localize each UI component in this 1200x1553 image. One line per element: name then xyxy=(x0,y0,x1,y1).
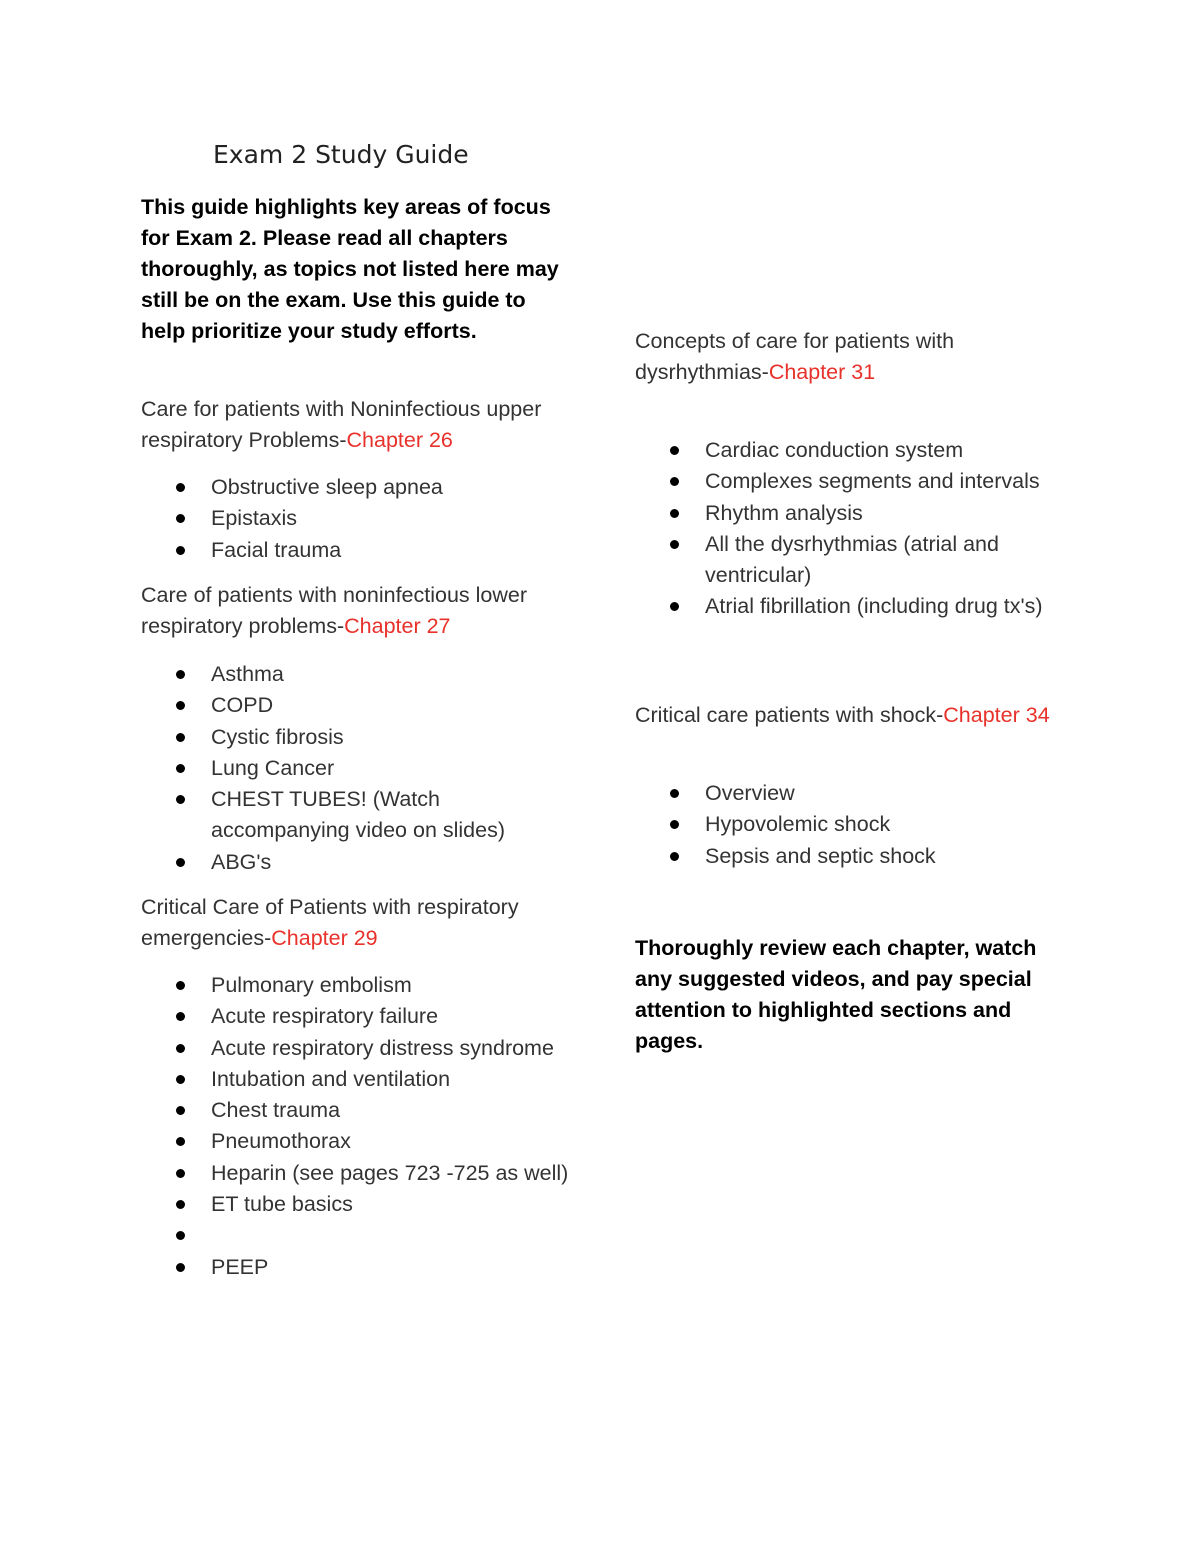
bullet-icon xyxy=(670,852,679,861)
section-heading-text: Care for patients with Noninfectious upper respiratory Problems- xyxy=(141,397,542,452)
bullet-icon xyxy=(670,540,679,549)
chapter-reference: Chapter 26 xyxy=(346,428,453,452)
bullet-icon xyxy=(176,514,185,523)
list-item-text: Lung Cancer xyxy=(211,755,335,780)
bullet-icon xyxy=(670,446,679,455)
section-heading-chapter-27 xyxy=(141,580,581,642)
list-item xyxy=(141,970,571,1001)
list-item-text: Acute respiratory failure xyxy=(211,1004,439,1029)
intro-paragraph: This guide highlights key areas of focus for Exam 2. Please read all chapters thoroughly, as topics not listed here may still be on the exam. Use this guide to help prioritize your study efforts. xyxy=(141,195,559,343)
bullet-icon xyxy=(176,1231,185,1240)
list-item-text: Sepsis and septic shock xyxy=(705,843,936,868)
bullet-icon xyxy=(670,477,679,486)
list-item xyxy=(141,1095,571,1126)
list-item-text: Pulmonary embolism xyxy=(211,973,412,997)
section-heading-chapter-29 xyxy=(141,892,581,954)
list-item-text: Epistaxis xyxy=(211,506,298,531)
list-item xyxy=(141,1252,571,1283)
chapter-reference: Chapter 27 xyxy=(344,614,451,638)
bullet-icon xyxy=(670,509,679,518)
bullet-icon xyxy=(670,820,679,829)
list-item xyxy=(141,690,561,721)
list-item xyxy=(141,784,561,847)
list-item-text: Chest trauma xyxy=(211,1098,341,1123)
section-heading-text: Critical Care of Patients with respiratory emergencies- xyxy=(141,895,519,950)
bullet-icon xyxy=(176,795,185,804)
section-heading-chapter-31 xyxy=(635,326,1015,388)
list-item xyxy=(141,535,581,566)
list-item xyxy=(141,722,561,753)
topic-list-chapter-27 xyxy=(141,659,561,878)
section-heading-text: Concepts of care for patients with dysrhythmias- xyxy=(635,329,955,384)
chapter-reference: Chapter 31 xyxy=(768,360,876,384)
topic-list-chapter-31 xyxy=(635,435,1055,623)
list-item-text: Pneumothorax xyxy=(211,1129,351,1154)
page-title: Exam 2 Study Guide xyxy=(213,140,469,169)
bullet-icon xyxy=(176,1044,185,1053)
topic-list-chapter-29 xyxy=(141,970,571,1283)
list-item xyxy=(141,659,561,690)
list-item-text: Hypovolemic shock xyxy=(705,812,891,837)
list-item xyxy=(141,1126,571,1157)
bullet-icon xyxy=(176,670,185,679)
chapter-reference: Chapter 29 xyxy=(271,926,378,950)
closing-note: Thoroughly review each chapter, watch any suggested videos, and pay special attention to highlighted sections and pages. xyxy=(635,936,1037,1053)
bullet-icon xyxy=(176,1012,185,1021)
list-item-text: Facial trauma xyxy=(211,537,342,562)
list-item-text: Acute respiratory distress syndrome xyxy=(211,1035,554,1060)
list-item xyxy=(141,1064,571,1095)
list-item xyxy=(635,498,1055,529)
list-item xyxy=(141,472,581,503)
bullet-icon xyxy=(670,602,679,611)
list-item-text: Complexes segments and intervals xyxy=(705,469,1040,494)
list-item xyxy=(635,841,1075,872)
list-item-text: Heparin (see pages 723 -725 as well) xyxy=(211,1160,569,1185)
list-item xyxy=(141,847,561,878)
list-item xyxy=(141,1158,571,1189)
bullet-icon xyxy=(176,981,185,990)
list-item-text: ET tube basics xyxy=(211,1192,353,1217)
list-item-text: Obstructive sleep apnea xyxy=(211,475,443,499)
list-item xyxy=(141,1033,571,1064)
bullet-icon xyxy=(176,483,185,492)
list-item-text: Cardiac conduction system xyxy=(705,438,964,462)
list-item xyxy=(141,1189,571,1220)
list-item-text: COPD xyxy=(211,693,274,718)
section-heading-chapter-26 xyxy=(141,394,561,456)
list-item-text: Atrial fibrillation (including drug tx's) xyxy=(705,594,1043,619)
list-item xyxy=(635,591,1055,622)
list-item-text: ABG's xyxy=(211,849,272,874)
list-item-text: Asthma xyxy=(211,662,284,686)
list-item-text: Rhythm analysis xyxy=(705,500,863,525)
list-item-text: CHEST TUBES! (Watch accompanying video on slides) xyxy=(211,787,505,843)
section-heading-text: Critical care patients with shock- xyxy=(635,703,944,727)
bullet-icon xyxy=(176,1137,185,1146)
bullet-icon xyxy=(176,1075,185,1084)
list-item xyxy=(141,753,561,784)
list-item-text: All the dysrhythmias (atrial and ventricular) xyxy=(705,531,999,588)
list-item xyxy=(635,529,1055,592)
bullet-icon xyxy=(176,764,185,773)
bullet-icon xyxy=(670,789,679,798)
list-item-text: Overview xyxy=(705,781,795,805)
list-item-text: Cystic fibrosis xyxy=(211,724,344,749)
bullet-icon xyxy=(176,858,185,867)
bullet-icon xyxy=(176,733,185,742)
list-item xyxy=(635,435,1055,466)
list-item xyxy=(141,503,581,534)
list-item xyxy=(141,1220,571,1251)
topic-list-chapter-26 xyxy=(141,472,581,566)
topic-list-chapter-34 xyxy=(635,778,1075,872)
bullet-icon xyxy=(176,1169,185,1178)
list-item xyxy=(635,466,1055,497)
bullet-icon xyxy=(176,1263,185,1272)
list-item-text: Intubation and ventilation xyxy=(211,1066,451,1091)
bullet-icon xyxy=(176,546,185,555)
section-heading-chapter-34 xyxy=(635,700,1075,731)
bullet-icon xyxy=(176,701,185,710)
list-item xyxy=(141,1001,571,1032)
chapter-reference: Chapter 34 xyxy=(943,703,1050,727)
bullet-icon xyxy=(176,1106,185,1115)
list-item xyxy=(635,778,1075,809)
list-item xyxy=(635,809,1075,840)
list-item-text: PEEP xyxy=(211,1254,269,1279)
bullet-icon xyxy=(176,1200,185,1209)
section-heading-text: Care of patients with noninfectious lower respiratory problems- xyxy=(141,583,528,638)
